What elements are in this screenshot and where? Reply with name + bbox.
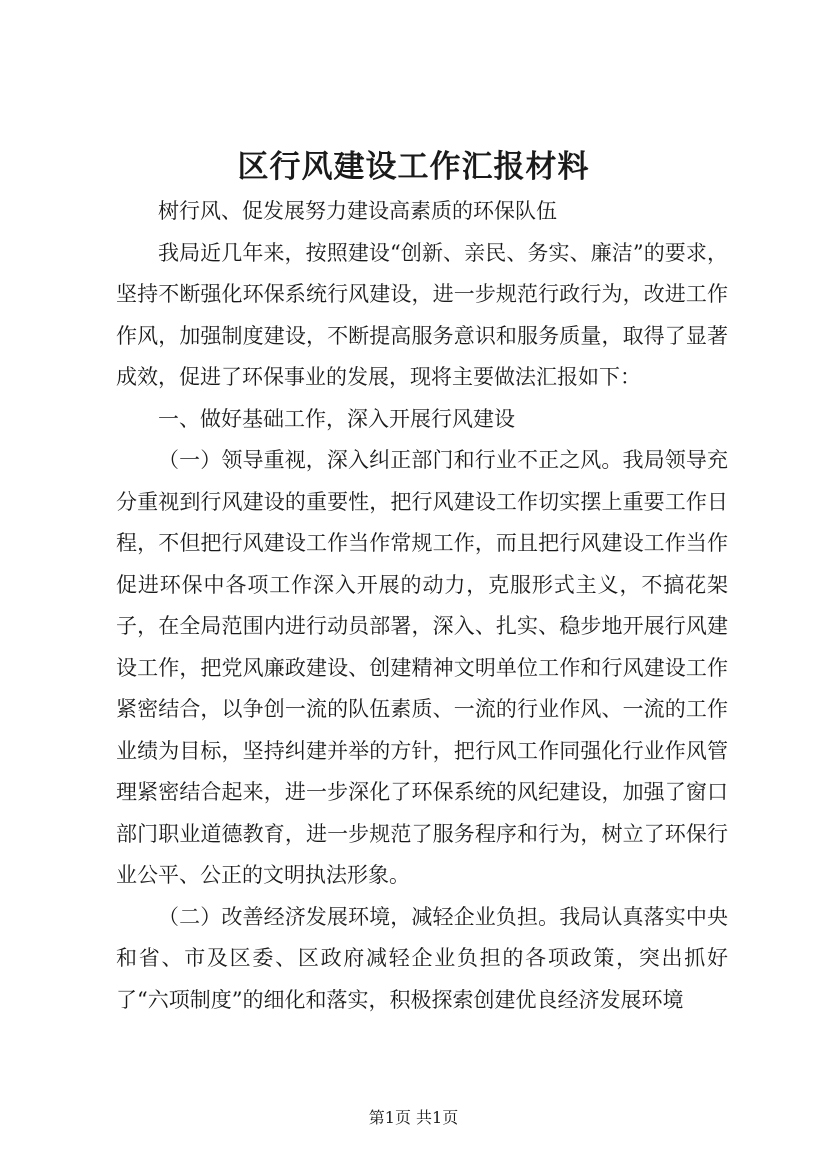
section-heading: 一、做好基础工作，深入开展行风建设 xyxy=(158,406,515,431)
body-paragraph: （一）领导重视，深入纠正部门和行业不正之风。我局领导充分重视到行风建设的重要性，把行风建设工作切实摆上重要工作日程，不但把行风建设工作当作常规工作，而且把行风建设工作当作促进环保中各项工作深入开展的动力，克服形式主义，不搞花架子，在全局范围内进行动员部署，深入、扎实、稳步地开展行风建设工作，把党风廉政建设、创建精神文明单位工作和行风建设工作紧密结合，以争创一流的队伍素质、一流的行业作风、一流的工作业绩为目标，坚持纠建并举的方针，把行风工作同强化行业作风管理紧密结合起来，进一步深化了环保系统的风纪建设，加强了窗口部门职业道德教育，进一步规范了服务程序和行为，树立了环保行业公平、公正的文明执法形象。 xyxy=(116,448,728,887)
body-paragraph: （二）改善经济发展环境，减轻企业负担。我局认真落实中央和省、市及区委、区政府减轻企业负担的各项政策，突出抓好了“六项制度”的细化和落实，积极探索创建优良经济发展环境 xyxy=(116,904,728,1012)
subtitle-paragraph: 树行风、促发展努力建设高素质的环保队伍 xyxy=(158,199,557,223)
page-footer: 第1页 共1页 xyxy=(368,1108,459,1127)
intro-paragraph: 我局近几年来，按照建设“创新、亲民、务实、廉洁”的要求，坚持不断强化环保系统行风建设，进一步规范行政行为，改进工作作风，加强制度建设，不断提高服务意识和服务质量，取得了显著成效，促进了环保事业的发展，现将主要做法汇报如下： xyxy=(116,240,728,389)
document-body xyxy=(116,191,728,1021)
document-title: 区行风建设工作汇报材料 xyxy=(237,149,590,185)
